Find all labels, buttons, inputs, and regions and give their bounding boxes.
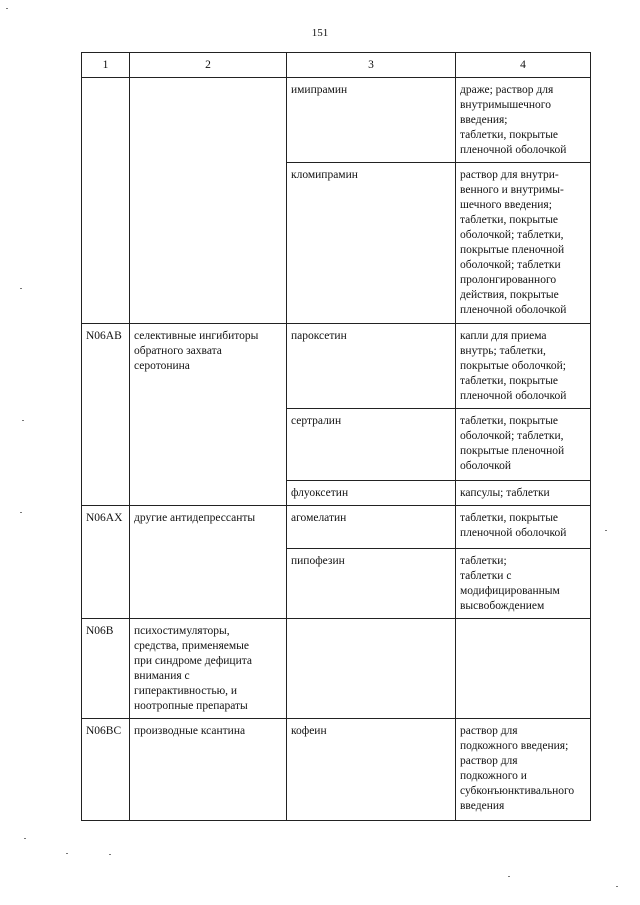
- dosage-form-cell: таблетки; таблетки с модифицированным высвобождением: [456, 549, 591, 619]
- column-header-3: 3: [287, 53, 456, 78]
- dosage-form-cell: раствор для подкожного введения; раствор для подкожного и субконъюнктивального введения: [456, 719, 591, 821]
- drug-name-cell: пароксетин: [287, 324, 456, 409]
- table-row: [82, 719, 591, 821]
- group-name-cell: производные ксантина: [130, 719, 287, 821]
- drug-name-cell: кломипрамин: [287, 163, 456, 324]
- drug-name-cell: флуоксетин: [287, 481, 456, 506]
- scan-speck: [20, 288, 22, 289]
- drug-name-cell: сертралин: [287, 409, 456, 481]
- column-header-2: 2: [130, 53, 287, 78]
- atc-code-cell: [82, 78, 130, 324]
- table-header-row: [82, 53, 591, 78]
- drug-name-cell: пипофезин: [287, 549, 456, 619]
- dosage-form-cell: драже; раствор для внутримышечного введения; таблетки, покрытые пленочной оболочкой: [456, 78, 591, 163]
- page-number: 151: [311, 27, 329, 39]
- drug-name-cell: агомелатин: [287, 506, 456, 549]
- drug-name-cell: кофеин: [287, 719, 456, 821]
- scan-speck: [6, 8, 8, 9]
- scan-speck: [20, 512, 22, 513]
- dosage-form-cell: капсулы; таблетки: [456, 481, 591, 506]
- drug-name-cell: [287, 619, 456, 719]
- atc-code-cell: N06BC: [82, 719, 130, 821]
- group-name-cell: психостимуляторы, средства, применяемые при синдроме дефицита внимания с гиперактивностью, и ноотропные препараты: [130, 619, 287, 719]
- atc-code-cell: N06AB: [82, 324, 130, 506]
- table-row: [82, 78, 591, 163]
- scan-speck: [109, 854, 111, 855]
- dosage-form-cell: раствор для внутри- венного и внутримы- шечного введения; таблетки, покрытые оболочкой; таблетки, покрытые пленочной оболочкой; таблетки пролонгированного действия, покрытые пленочной оболочкой: [456, 163, 591, 324]
- drug-table: [81, 52, 591, 821]
- atc-code-cell: N06AX: [82, 506, 130, 619]
- group-name-cell: селективные ингибиторы обратного захвата серотонина: [130, 324, 287, 506]
- table-row: [82, 324, 591, 409]
- dosage-form-cell: [456, 619, 591, 719]
- dosage-form-cell: таблетки, покрытые оболочкой; таблетки, покрытые пленочной оболочкой: [456, 409, 591, 481]
- drug-name-cell: имипрамин: [287, 78, 456, 163]
- scan-speck: [22, 420, 24, 421]
- scan-speck: [616, 886, 618, 887]
- column-header-1: 1: [82, 53, 130, 78]
- scan-speck: [508, 876, 510, 877]
- atc-code-cell: N06B: [82, 619, 130, 719]
- scan-speck: [66, 853, 68, 854]
- dosage-form-cell: таблетки, покрытые пленочной оболочкой: [456, 506, 591, 549]
- group-name-cell: другие антидепрессанты: [130, 506, 287, 619]
- table-row: [82, 506, 591, 549]
- dosage-form-cell: капли для приема внутрь; таблетки, покрытые оболочкой; таблетки, покрытые пленочной оболочкой: [456, 324, 591, 409]
- column-header-4: 4: [456, 53, 591, 78]
- table-row: [82, 619, 591, 719]
- scan-speck: [24, 838, 26, 839]
- scan-speck: [605, 530, 607, 531]
- group-name-cell: [130, 78, 287, 324]
